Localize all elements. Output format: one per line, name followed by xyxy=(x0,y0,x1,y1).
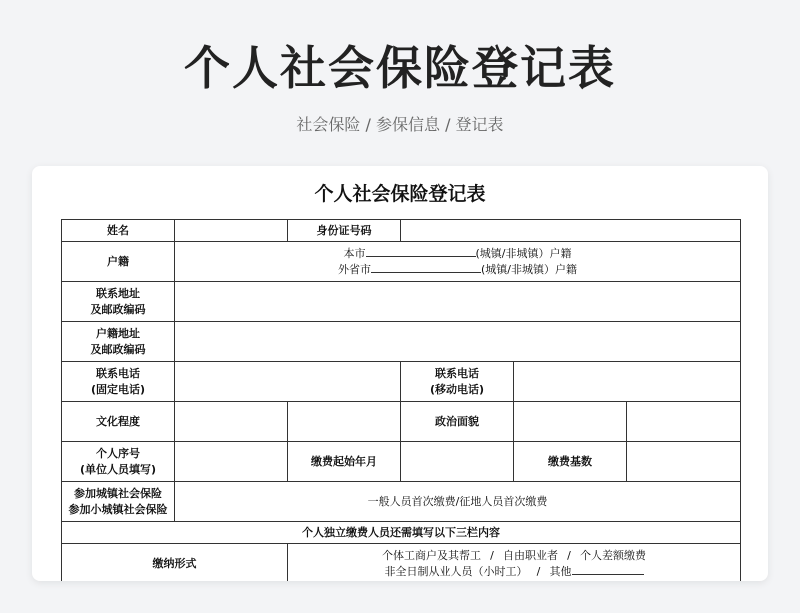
serial-field[interactable] xyxy=(175,442,288,482)
label-line: 个人序号 xyxy=(96,446,140,460)
label-line: (单位人员填写) xyxy=(79,462,157,476)
base-label: 缴费基数 xyxy=(514,442,627,482)
phone-fixed-label xyxy=(62,362,175,402)
label-line: (固定电话) xyxy=(90,382,146,396)
breadcrumb: 社会保险 / 参保信息 / 登记表 xyxy=(296,115,504,134)
payment-form-field[interactable] xyxy=(288,544,741,582)
huji-other-suffix: (城镇/非城镇）户籍 xyxy=(481,262,578,276)
table-row xyxy=(62,522,741,544)
contact-address-field[interactable] xyxy=(175,282,741,322)
label-line: 联系电话 xyxy=(96,366,140,380)
label-line: (移动电话) xyxy=(429,382,485,396)
separator: / xyxy=(490,548,494,562)
urban-insurance-label xyxy=(62,482,175,522)
payment-form-label: 缴纳形式 xyxy=(62,544,288,582)
political-field[interactable] xyxy=(514,402,627,442)
label-line: 联系地址 xyxy=(96,286,140,300)
payment-option-difference[interactable]: 个人差额缴费 xyxy=(580,548,647,562)
label-line: 参加小城镇社会保险 xyxy=(68,502,168,516)
payment-option-other[interactable]: 其他 xyxy=(549,564,572,578)
separator: / xyxy=(536,564,541,578)
form-title: 个人社会保险登记表 xyxy=(314,183,486,205)
table-row xyxy=(62,322,741,362)
page-title: 个人社会保险登记表 xyxy=(184,41,616,95)
huji-address-field[interactable] xyxy=(175,322,741,362)
start-date-field[interactable] xyxy=(401,442,514,482)
name-label: 姓名 xyxy=(62,220,175,242)
contact-address-label xyxy=(62,282,175,322)
huji-address-label xyxy=(62,322,175,362)
label-line: 联系电话 xyxy=(435,366,479,380)
huji-other-blank[interactable] xyxy=(371,262,481,273)
table-row xyxy=(62,242,741,282)
political-field-2[interactable] xyxy=(627,402,741,442)
table-row xyxy=(62,544,741,582)
huji-local-blank[interactable] xyxy=(366,246,476,257)
table-row xyxy=(62,282,741,322)
separator: / xyxy=(567,548,571,562)
education-field-2[interactable] xyxy=(288,402,401,442)
start-date-label: 缴费起始年月 xyxy=(288,442,401,482)
education-label: 文化程度 xyxy=(62,402,175,442)
id-number-field[interactable] xyxy=(401,220,741,242)
payment-option-freelancer[interactable]: 自由职业者 xyxy=(503,548,559,562)
registration-form-table xyxy=(61,219,741,581)
political-label: 政治面貌 xyxy=(401,402,514,442)
name-field[interactable] xyxy=(175,220,288,242)
label-line: 及邮政编码 xyxy=(90,302,146,316)
education-field[interactable] xyxy=(175,402,288,442)
payment-other-blank[interactable] xyxy=(572,564,644,575)
table-row xyxy=(62,362,741,402)
payment-option-individual[interactable]: 个体工商户及其帮工 xyxy=(382,548,482,562)
urban-insurance-field[interactable]: 一般人员首次缴费/征地人员首次缴费 xyxy=(175,482,741,522)
label-line: 及邮政编码 xyxy=(90,342,146,356)
huji-field[interactable] xyxy=(175,242,741,282)
id-number-label: 身份证号码 xyxy=(288,220,401,242)
table-row xyxy=(62,402,741,442)
form-card xyxy=(32,166,768,581)
serial-label xyxy=(62,442,175,482)
phone-mobile-field[interactable] xyxy=(514,362,741,402)
huji-label: 户籍 xyxy=(62,242,175,282)
phone-fixed-field[interactable] xyxy=(175,362,401,402)
phone-mobile-label xyxy=(401,362,514,402)
table-row xyxy=(62,220,741,242)
huji-local-prefix: 本市 xyxy=(343,246,366,260)
payment-option-parttime[interactable]: 非全日制从业人员（小时工） xyxy=(384,564,528,578)
huji-local-suffix: (城镇/非城镇）户籍 xyxy=(475,246,572,260)
huji-other-prefix: 外省市 xyxy=(338,262,372,276)
label-line: 参加城镇社会保险 xyxy=(74,486,162,500)
label-line: 户籍地址 xyxy=(96,326,140,340)
table-row xyxy=(62,482,741,522)
independent-note: 个人独立缴费人员还需填写以下三栏内容 xyxy=(62,522,741,544)
base-field[interactable] xyxy=(627,442,741,482)
table-row xyxy=(62,442,741,482)
